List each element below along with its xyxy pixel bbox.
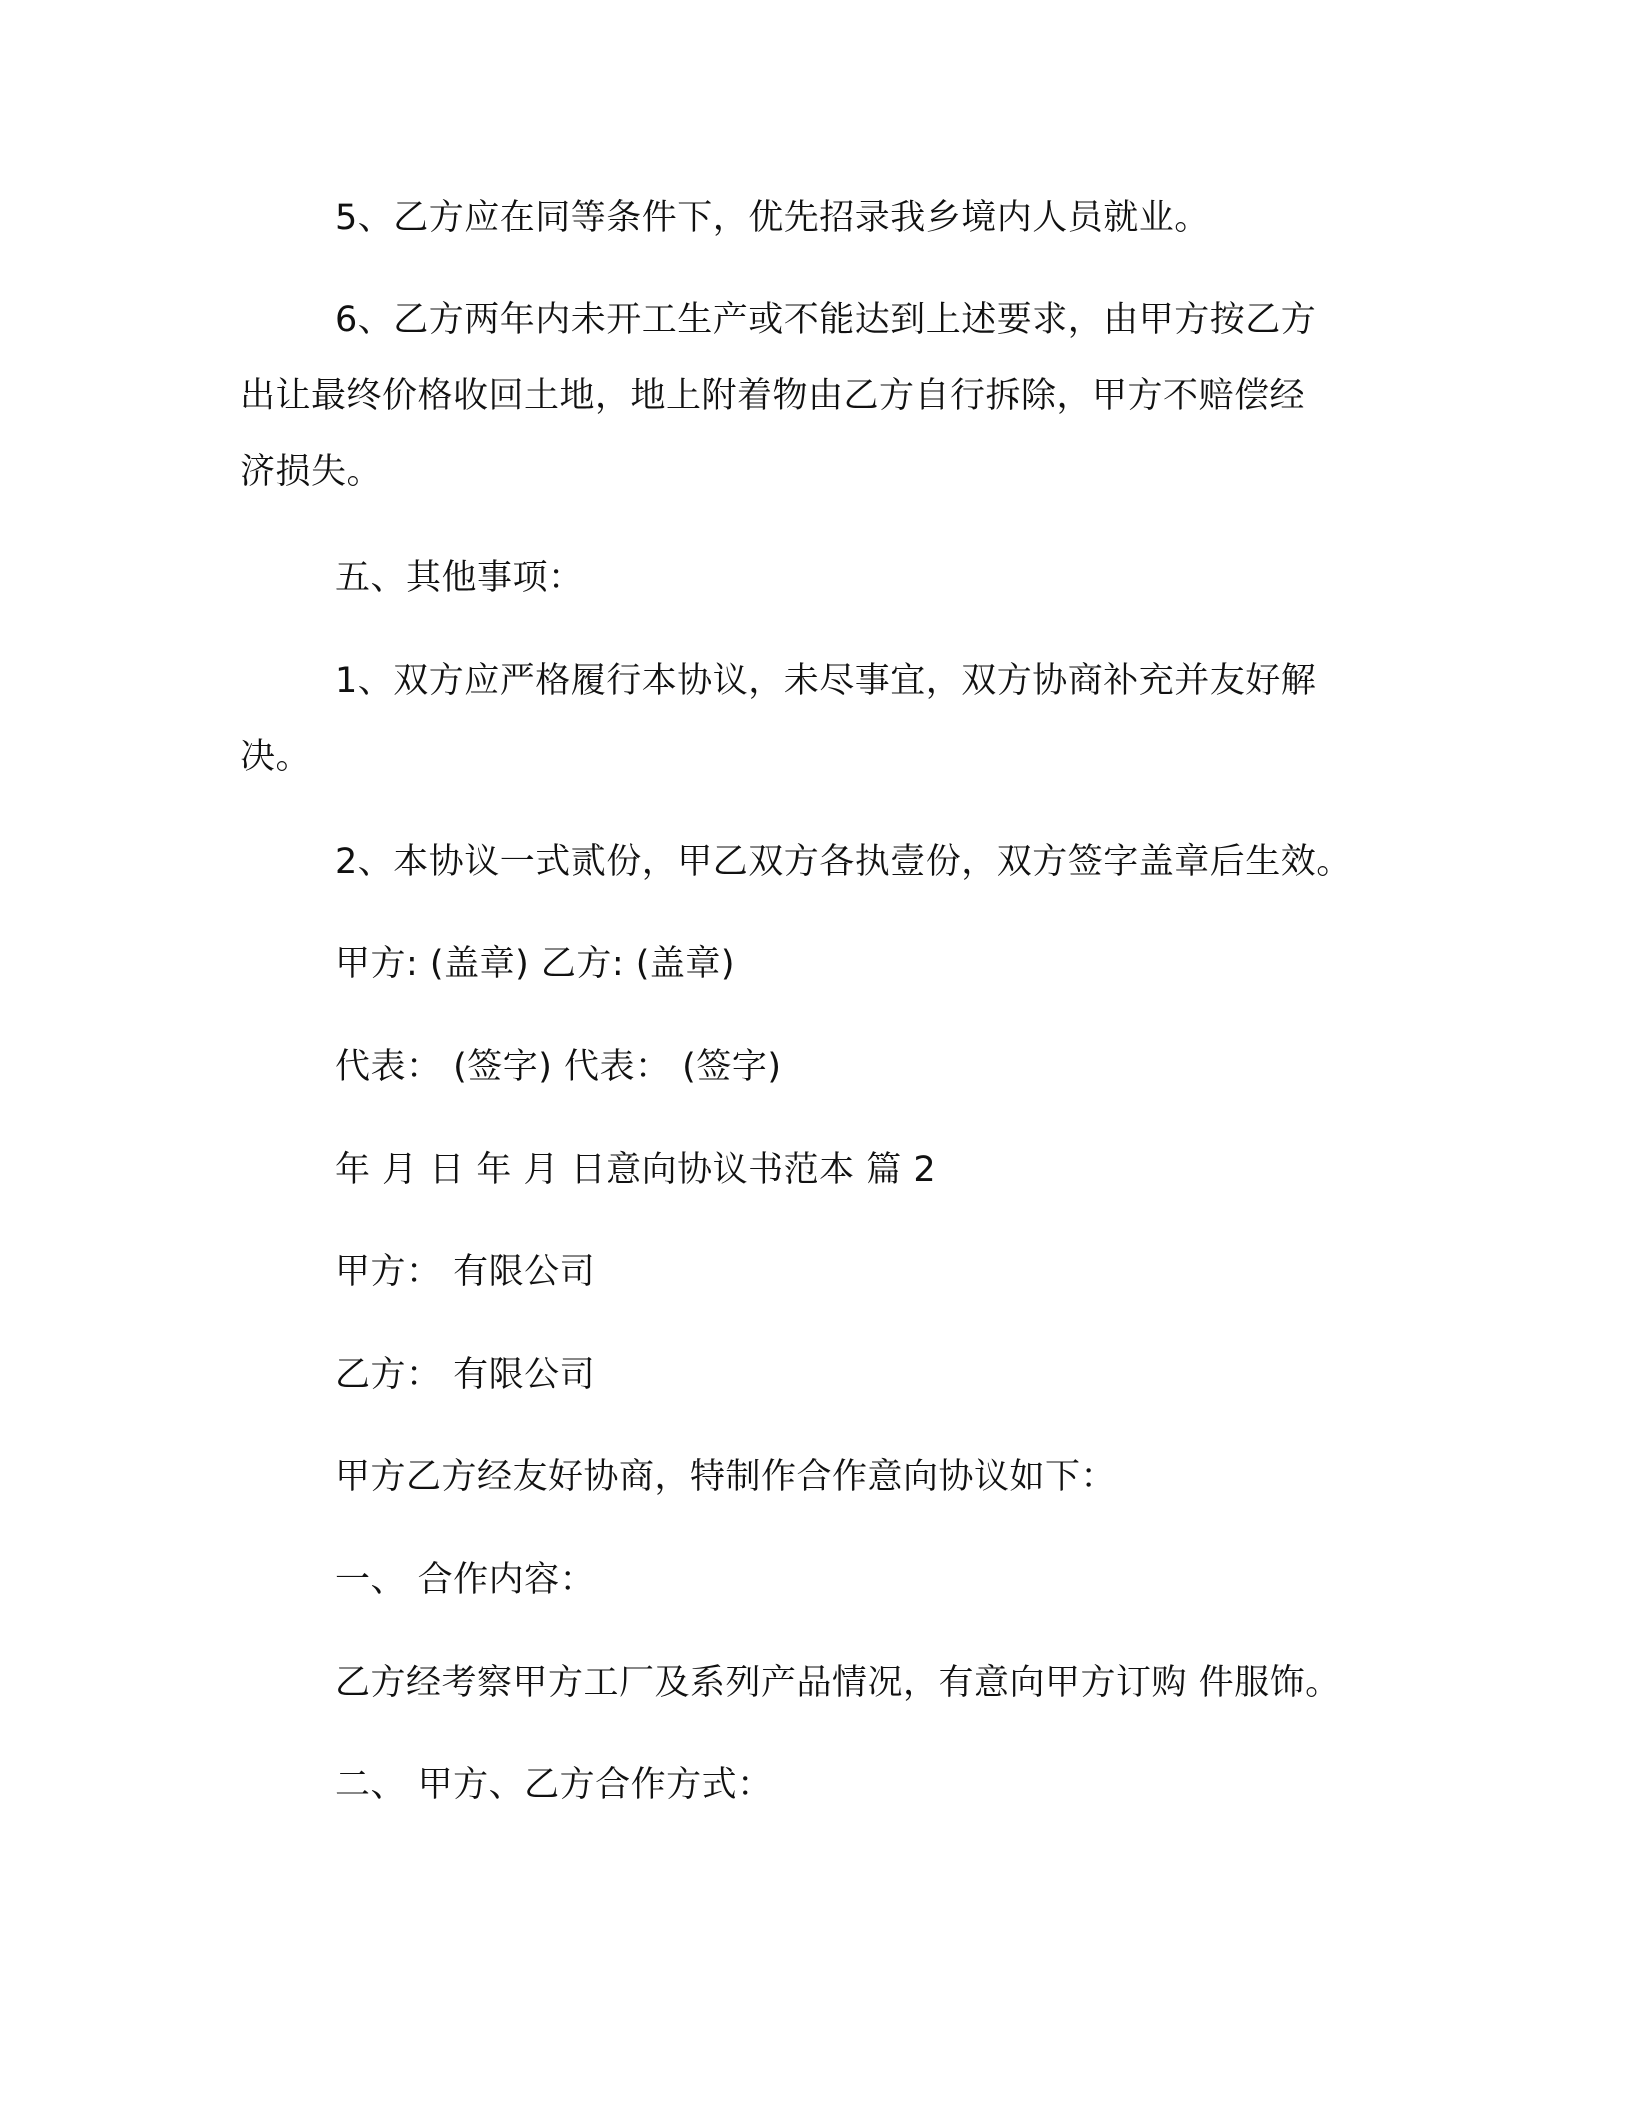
paragraph-clause-5 — [240, 180, 1400, 256]
heading-text: 二、 甲方、乙方合作方式： — [335, 1765, 773, 1805]
paragraph-text: 甲方: (盖章) 乙方: (盖章) — [335, 944, 736, 984]
paragraph-line: 6、乙方两年内未开工生产或不能达到上述要求，由甲方按乙方 — [335, 300, 1317, 340]
paragraph-text: 甲方： 有限公司 — [335, 1252, 596, 1292]
paragraph-cooperation-content — [240, 1645, 1400, 1721]
signature-representative-line — [240, 1029, 1400, 1105]
intro-paragraph — [240, 1439, 1400, 1515]
paragraph-other-1 — [240, 643, 1400, 795]
paragraph-text: 2、本协议一式贰份，甲乙双方各执壹份，双方签字盖章后生效。 — [335, 842, 1352, 882]
section-heading-cooperation-method — [240, 1747, 1400, 1823]
paragraph-text: 甲方乙方经友好协商，特制作合作意向协议如下： — [335, 1457, 1117, 1497]
heading-text: 一、 合作内容： — [335, 1560, 596, 1600]
paragraph-line: 济损失。 — [240, 452, 383, 492]
heading-text: 五、其他事项： — [335, 558, 584, 598]
section-heading-other-matters — [240, 540, 1400, 616]
paragraph-text: 乙方： 有限公司 — [335, 1355, 596, 1395]
paragraph-text: 年 月 日 年 月 日意向协议书范本 篇 2 — [335, 1150, 937, 1190]
section-heading-cooperation-content — [240, 1542, 1400, 1618]
date-and-title-line — [240, 1132, 1400, 1208]
paragraph-line: 出让最终价格收回土地，地上附着物由乙方自行拆除，甲方不赔偿经 — [240, 376, 1306, 416]
paragraph-text: 乙方经考察甲方工厂及系列产品情况，有意向甲方订购 件服饰。 — [335, 1663, 1341, 1703]
paragraph-line: 决。 — [240, 737, 312, 777]
paragraph-clause-6 — [240, 282, 1400, 510]
paragraph-line: 1、双方应严格履行本协议，未尽事宜，双方协商补充并友好解 — [335, 661, 1317, 701]
paragraph-text: 代表： (签字) 代表： (签字) — [335, 1047, 782, 1087]
party-b-line — [240, 1337, 1400, 1413]
paragraph-text: 5、乙方应在同等条件下，优先招录我乡境内人员就业。 — [335, 198, 1210, 238]
party-a-line — [240, 1234, 1400, 1310]
paragraph-other-2 — [240, 824, 1400, 900]
signature-seal-line — [240, 926, 1400, 1002]
